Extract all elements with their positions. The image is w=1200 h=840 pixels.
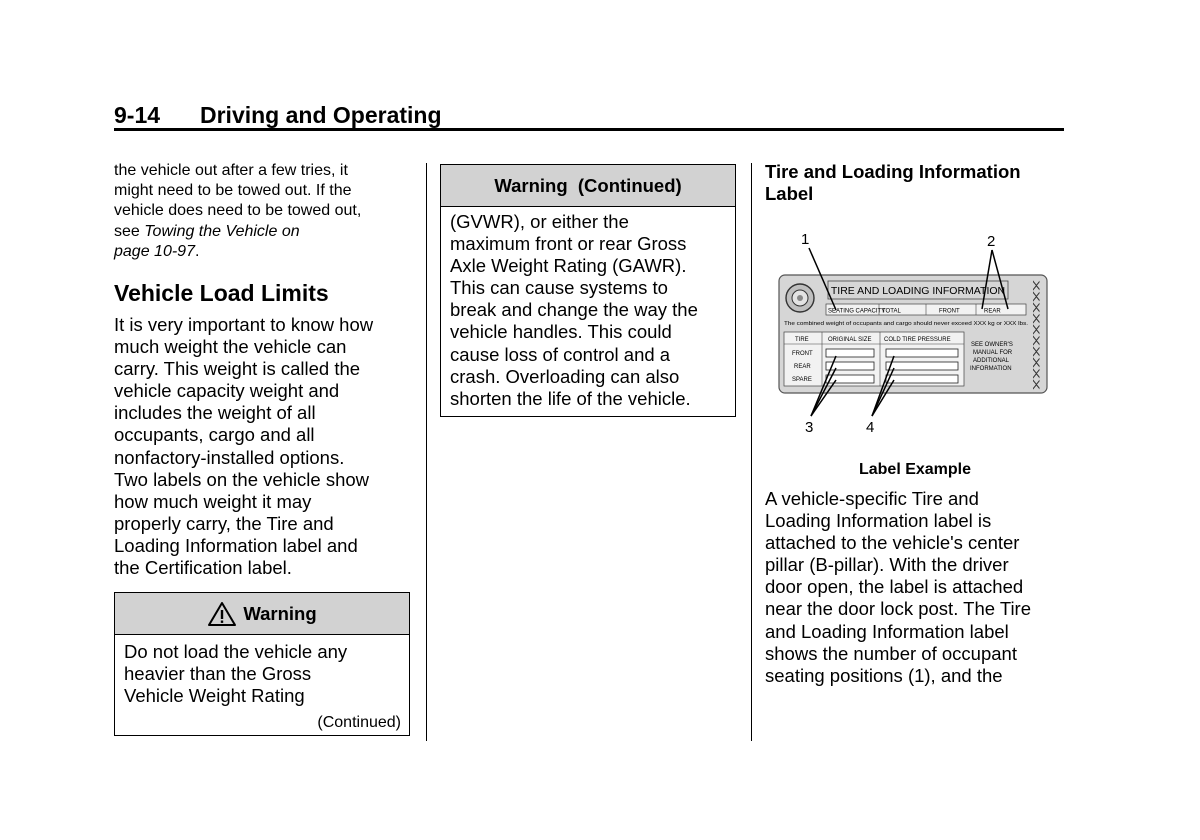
warning-continued-box <box>440 164 736 417</box>
heading-line: Label <box>765 183 814 204</box>
total-label: TOTAL <box>882 308 901 315</box>
text-line: how much weight it may <box>114 490 312 512</box>
page-number: 9-14 <box>114 102 161 128</box>
text-line: Two labels on the vehicle show <box>114 468 370 490</box>
text-line: Axle Weight Rating (GAWR). <box>450 255 687 277</box>
warning-continued-text <box>441 207 735 410</box>
text-line: properly carry, the Tire and <box>114 512 334 534</box>
text-line: vehicle handles. This could <box>450 321 672 343</box>
original-size-header: ORIGINAL SIZE <box>828 337 872 343</box>
period: . <box>194 242 200 260</box>
text-line: vehicle capacity weight and <box>114 380 340 402</box>
side-marks: XXXXXXXXXX <box>1031 280 1041 341</box>
text-line: crash. Overloading can also <box>450 365 680 387</box>
cold-pressure-header: COLD TIRE PRESSURE <box>884 337 951 343</box>
figure-caption: Label Example <box>858 461 972 478</box>
rear-label: REAR <box>984 308 1001 315</box>
section-title: Driving and Operating <box>200 102 442 128</box>
text-line: shorten the life of the vehicle. <box>450 387 691 409</box>
seating-capacity-label: SEATING CAPACITY <box>828 308 886 315</box>
page-header <box>114 100 1064 130</box>
tire-icon <box>786 284 814 312</box>
text-line: shows the number of occupant <box>765 642 1017 664</box>
text-line: Loading Information label is <box>765 510 992 532</box>
row-front: FRONT <box>792 351 813 357</box>
text-line: attached to the vehicle's center <box>765 532 1020 554</box>
callout-1: 1 <box>801 231 810 248</box>
text-line: much weight the vehicle can <box>114 336 347 358</box>
text-line: Vehicle Weight Rating <box>124 685 305 707</box>
text-line: carry. This weight is called the <box>114 358 361 380</box>
weight-notice: The combined weight of occupants and cargo should never exceed XXX kg or XXX lbs. <box>784 321 1028 327</box>
text-line: and Loading Information label <box>765 620 1009 642</box>
load-limits-paragraph <box>114 314 414 579</box>
row-rear: REAR <box>794 364 811 370</box>
text-line: seating positions (1), and the <box>765 664 1003 686</box>
text-line: door open, the label is attached <box>765 576 1024 598</box>
callout-4: 4 <box>866 419 875 436</box>
towing-link[interactable]: Towing the Vehicle on <box>144 222 300 240</box>
text-line: the vehicle out after a few tries, it <box>114 162 348 179</box>
tire-label-paragraph <box>765 488 1065 687</box>
text-line: It is very important to know how <box>114 314 374 335</box>
text-line: This can cause systems to <box>450 277 668 299</box>
text-line: the Certification label. <box>114 557 292 579</box>
warning-continued-header <box>441 165 735 207</box>
warning-title: Warning <box>243 602 317 624</box>
towing-link-page[interactable]: page 10-97 <box>114 242 195 260</box>
warning-header <box>115 593 409 635</box>
front-label: FRONT <box>939 308 960 315</box>
text-line: break and change the way the <box>450 299 698 321</box>
tire-label-illustration <box>776 228 1051 438</box>
section-heading: Vehicle Load Limits <box>114 280 329 306</box>
warning-continued-title: Warning (Continued) <box>494 174 682 196</box>
text-line: includes the weight of all <box>114 402 316 424</box>
heading-line: Tire and Loading Information <box>765 161 1021 182</box>
continued-note: (Continued) <box>317 714 401 731</box>
text-line: heavier than the Gross <box>124 663 312 685</box>
text-line: occupants, cargo and all <box>114 424 315 446</box>
text-line: maximum front or rear Gross <box>450 233 687 255</box>
label-title: TIRE AND LOADING INFORMATION <box>830 285 1006 297</box>
text-line: nonfactory-installed options. <box>114 446 345 468</box>
side-note-line: SEE OWNER'S <box>971 342 1013 348</box>
side-note-line: ADDITIONAL <box>973 358 1010 364</box>
text-line: vehicle does need to be towed out, <box>114 202 362 220</box>
see-text: see <box>114 222 145 240</box>
warning-text <box>115 635 409 707</box>
tire-label-heading <box>765 161 1065 205</box>
text-line: A vehicle-specific Tire and <box>765 488 979 509</box>
callout-2: 2 <box>987 233 996 250</box>
side-note-line: MANUAL FOR <box>973 350 1013 356</box>
column-divider-1 <box>426 163 427 741</box>
text-line: near the door lock post. The Tire <box>765 598 1032 620</box>
column-divider-2 <box>751 163 752 741</box>
text-line: might need to be towed out. If the <box>114 182 352 200</box>
text-line: (GVWR), or either the <box>450 211 629 232</box>
text-line: Do not load the vehicle any <box>124 641 348 662</box>
tire-column-header: TIRE <box>795 337 809 343</box>
text-line <box>114 242 414 262</box>
text-line: cause loss of control and a <box>450 343 671 365</box>
header-rule <box>114 128 1064 131</box>
text-line <box>114 222 414 242</box>
warning-box <box>114 592 410 736</box>
row-spare: SPARE <box>792 377 812 383</box>
text-line: Loading Information label and <box>114 534 358 556</box>
warning-triangle-icon <box>207 601 237 627</box>
text-line: pillar (B-pillar). With the driver <box>765 554 1009 576</box>
callout-3: 3 <box>805 419 814 436</box>
intro-paragraph <box>114 161 414 262</box>
side-note-line: INFORMATION <box>970 366 1012 372</box>
